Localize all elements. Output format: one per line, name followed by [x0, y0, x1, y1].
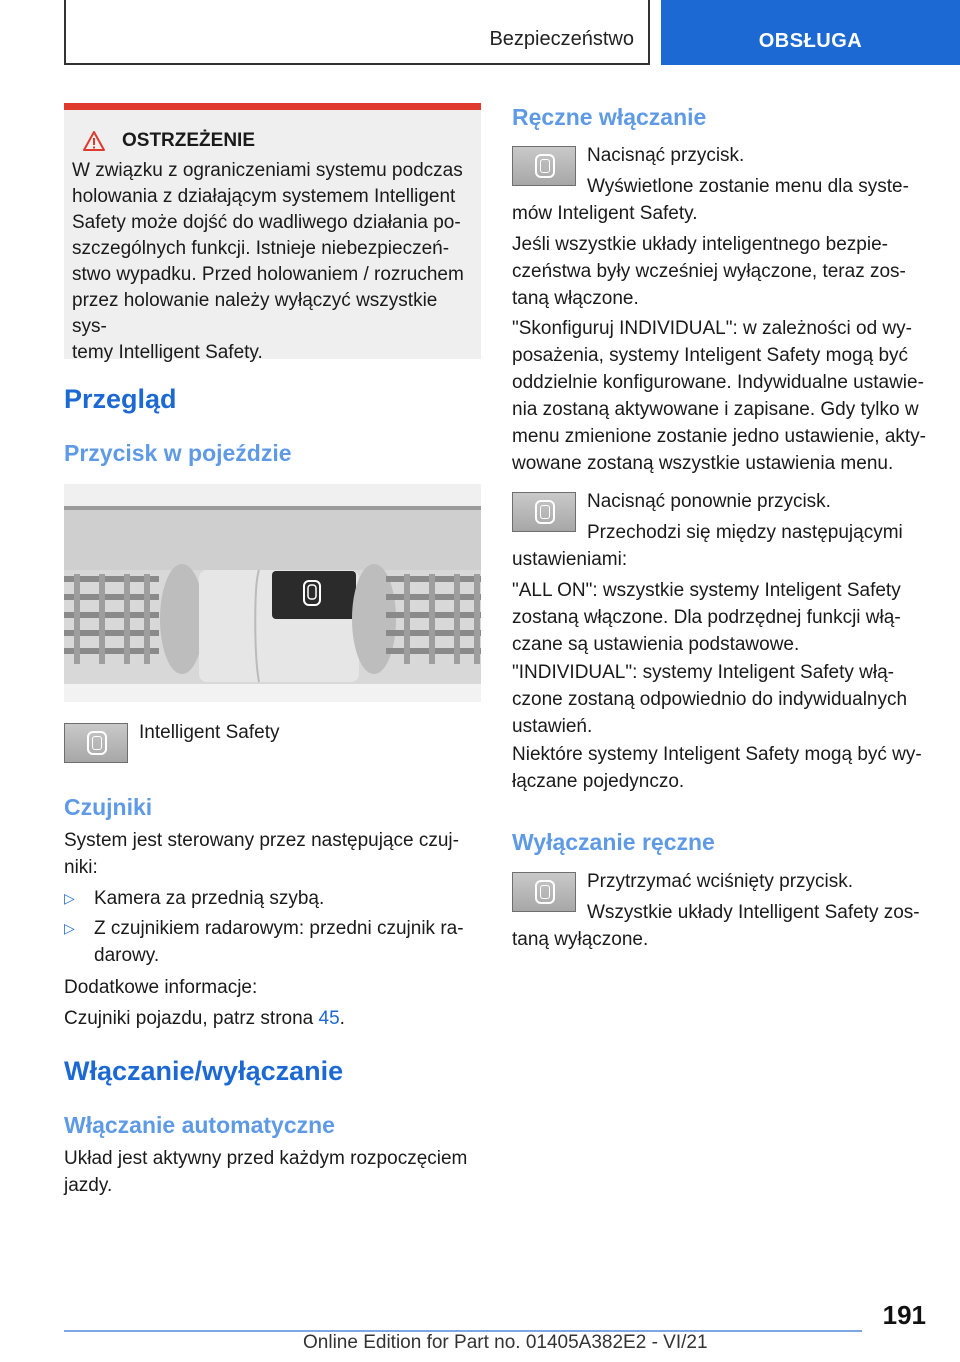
- header-chapter-tab[interactable]: OBSŁUGA: [661, 0, 960, 65]
- more-info-label: Dodatkowe informacje:: [64, 977, 258, 998]
- list-item-text: darowy.: [94, 945, 160, 966]
- text-line: posażenia, systemy Inteligent Safety mogą być: [512, 345, 909, 366]
- header-section-box: [64, 0, 650, 65]
- reference-end: .: [339, 1008, 345, 1029]
- step-result: Przechodzi się między następującymi: [587, 522, 903, 543]
- warning-line: temy Intelligent Safety.: [72, 342, 263, 363]
- intelligent-safety-button-icon: [512, 492, 576, 532]
- warning-line: Safety może dojść do wadliwego działania po-: [72, 212, 461, 233]
- text-line: System jest sterowany przez następujące czuj-: [64, 830, 459, 851]
- heading-auto-on: Włączanie automatyczne: [64, 1112, 335, 1138]
- heading-button-in-vehicle: Przycisk w pojeździe: [64, 440, 292, 466]
- step-result: ustawieniami:: [512, 549, 628, 570]
- text-line: łączane pojedynczo.: [512, 771, 685, 792]
- paragraph: [512, 741, 927, 795]
- text-line: Jeśli wszystkie układy inteligentnego bezpie-: [512, 234, 888, 255]
- text-line: "ALL ON": wszystkie systemy Inteligent Safety: [512, 580, 901, 601]
- warning-line: szczególnych funkcji. Istnieje niebezpieczeń-: [72, 238, 450, 259]
- footer-edition: Online Edition for Part no. 01405A382E2 - VI/21: [303, 1332, 708, 1353]
- text-line: czone zostaną odpowiednio do indywidualnych: [512, 689, 908, 710]
- step-press-again: Nacisnąć ponownie przycisk.: [587, 491, 831, 512]
- bullet-triangle-icon: ▷: [64, 890, 75, 906]
- sensors-intro: [64, 827, 481, 881]
- step-result: mów Inteligent Safety.: [512, 203, 698, 224]
- bullet-triangle-icon: ▷: [64, 920, 75, 936]
- heading-sensors: Czujniki: [64, 794, 153, 820]
- text-line: Niektóre systemy Inteligent Safety mogą być wy-: [512, 744, 922, 765]
- warning-box: [64, 103, 481, 363]
- warning-heading: [82, 130, 473, 152]
- auto-on-text: [64, 1145, 481, 1199]
- step-result: Wszystkie układy Intelligent Safety zos-: [587, 902, 920, 923]
- warning-title: OSTRZEŻENIE: [122, 130, 256, 151]
- list-item-text: Z czujnikiem radarowym: przedni czujnik ra-: [94, 918, 464, 939]
- text-line: "Skonfiguruj INDIVIDUAL": w zależności od wy-: [512, 318, 912, 339]
- sensors-reference: [64, 1005, 345, 1032]
- text-line: jazdy.: [64, 1175, 113, 1196]
- heading-overview: Przegląd: [64, 384, 177, 414]
- step-press-button: Nacisnąć przycisk.: [587, 145, 745, 166]
- step-hold-button: Przytrzymać wciśnięty przycisk.: [587, 871, 854, 892]
- text-line: ustawień.: [512, 716, 593, 737]
- intelligent-safety-button-icon: [512, 146, 576, 186]
- header-section-title: Bezpieczeństwo: [489, 28, 634, 50]
- button-caption: Intelligent Safety: [139, 722, 280, 743]
- list-item: [64, 885, 324, 912]
- paragraph: [512, 231, 927, 312]
- heading-manual-off: Wyłączanie ręczne: [512, 829, 715, 855]
- text-line: wowane zostaną wszystkie ustawienia menu.: [512, 453, 894, 474]
- text-line: niki:: [64, 857, 98, 878]
- text-line: taną włączone.: [512, 288, 639, 309]
- warning-text: [72, 158, 473, 366]
- warning-line: przez holowanie należy wyłączyć wszystkie sys-: [72, 290, 438, 337]
- text-line: czane są ustawienia podstawowe.: [512, 634, 800, 655]
- intelligent-safety-button-icon: [512, 872, 576, 912]
- reference-text: Czujniki pojazdu, patrz strona: [64, 1008, 319, 1029]
- text-line: nia zostaną aktywowane i zapisane. Gdy tylko w: [512, 399, 919, 420]
- warning-line: stwo wypadku. Przed holowaniem / rozruchem: [72, 264, 464, 285]
- step-result: taną wyłączone.: [512, 929, 649, 950]
- vehicle-button-photo: [64, 484, 481, 702]
- paragraph: [512, 659, 927, 740]
- paragraph: [512, 315, 927, 477]
- text-line: oddzielnie konfigurowane. Indywidualne ustawie-: [512, 372, 924, 393]
- heading-manual-on: Ręczne włączanie: [512, 104, 707, 130]
- page-header: [0, 0, 960, 66]
- text-line: Układ jest aktywny przed każdym rozpoczęciem: [64, 1148, 468, 1169]
- warning-line: holowania z działającym systemem Intelligent: [72, 186, 456, 207]
- heading-on-off: Włączanie/wyłączanie: [64, 1056, 344, 1086]
- intelligent-safety-button-icon: [64, 723, 128, 763]
- text-line: "INDIVIDUAL": systemy Inteligent Safety włą-: [512, 662, 895, 683]
- text-line: menu zmienione zostanie jedno ustawienie, akty-: [512, 426, 927, 447]
- warning-triangle-icon: [82, 130, 106, 152]
- paragraph: [512, 577, 927, 658]
- text-line: zostaną włączone. Dla podrzędnej funkcji włą-: [512, 607, 901, 628]
- list-item-text: Kamera za przednią szybą.: [94, 888, 325, 909]
- warning-line: W związku z ograniczeniami systemu podczas: [72, 160, 463, 181]
- step-result: Wyświetlone zostanie menu dla syste-: [587, 176, 909, 197]
- page-number: 191: [882, 1300, 926, 1330]
- list-item: [64, 915, 464, 969]
- page-link[interactable]: 45: [318, 1008, 340, 1029]
- text-line: czeństwa były wcześniej wyłączone, teraz zos-: [512, 261, 906, 282]
